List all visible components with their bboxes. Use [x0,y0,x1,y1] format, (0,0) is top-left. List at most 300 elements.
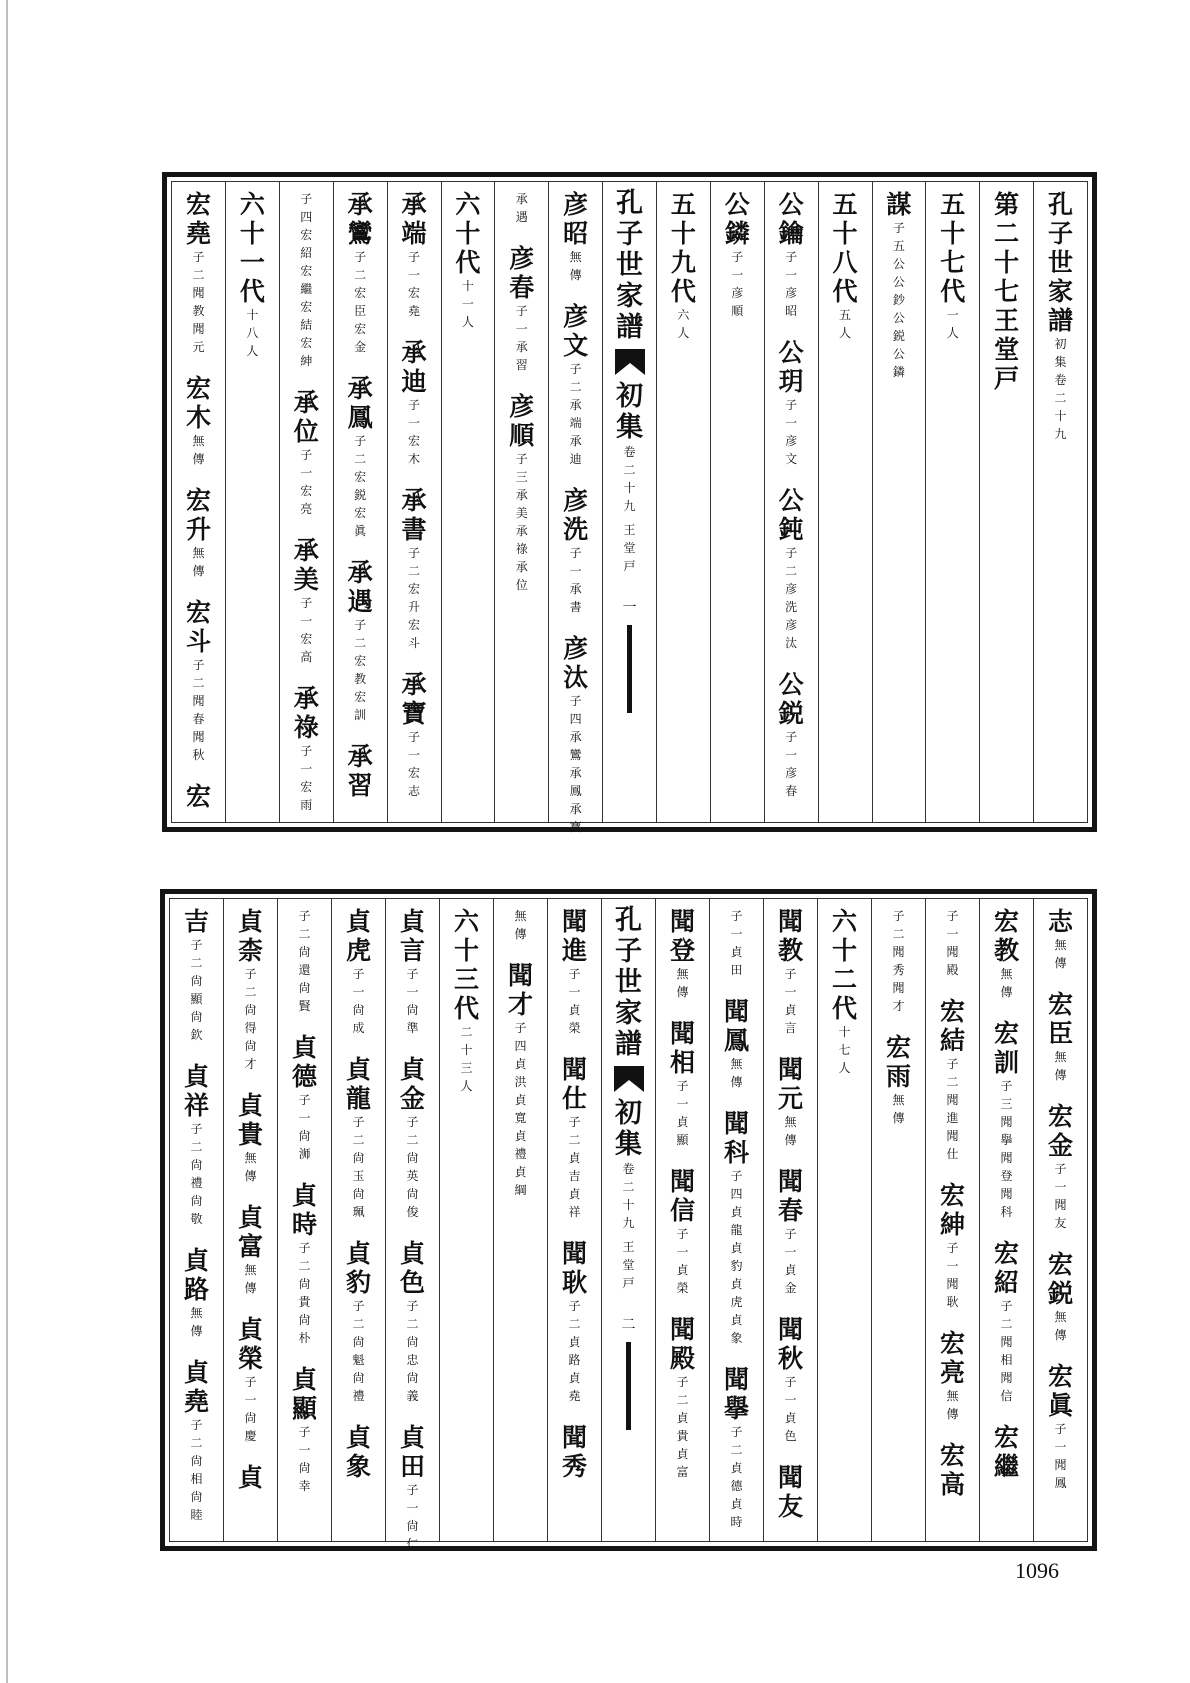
name-char: 宏 [1047,990,1073,1019]
note-char: 才 [244,1057,257,1071]
name-char: 承 [401,190,427,219]
name-char: 紳 [939,1210,965,1239]
name-char: 堯 [186,219,212,248]
name-char: 聞 [777,1463,803,1492]
note-char: 成 [352,1021,365,1035]
name-char: 吉 [183,907,209,936]
name-char: 一 [239,248,265,277]
note-char: 子 [569,546,582,560]
note-char: 二 [568,1133,581,1147]
note-char: 一 [1054,1180,1067,1194]
note-char: 賢 [298,999,311,1013]
name-char: 貞 [399,1239,425,1268]
note-char: 洗 [785,600,798,614]
note-char: 子 [408,398,421,412]
name-char: 十 [940,219,966,248]
name-char: 豹 [345,1268,371,1297]
name-char: 貞 [237,907,263,936]
name-char: 宏 [939,1441,965,1470]
name-char: 聞 [669,1019,695,1048]
center-sub-char: 二 [623,463,636,477]
note-char: 六 [677,308,690,322]
name-char: 宏 [939,1181,965,1210]
note-char: 鋭 [892,329,905,343]
column-text [656,899,709,1481]
note-char: 子 [300,448,313,462]
note-char: 人 [946,326,959,340]
note-char: 傳 [192,564,205,578]
note-char: 科 [1000,1205,1013,1219]
note-char: 子 [568,967,581,981]
note-char: 宏 [408,582,421,596]
note-char: 三 [1000,1097,1013,1111]
name-char: 雨 [885,1062,911,1091]
note-char: 魁 [352,1353,365,1367]
note-char: 幸 [298,1479,311,1493]
note-char: 貞 [514,1093,527,1107]
note-char: 貞 [730,1205,743,1219]
note-char: 耿 [946,1295,959,1309]
name-char: 鸞 [347,219,373,248]
center-sub-char: 卷 [623,445,636,459]
note-char: 一 [300,614,313,628]
note-char: 才 [892,999,905,1013]
note-char: 傳 [946,1407,959,1421]
column-text [980,182,1033,393]
bottom-page-columns [170,899,1087,1551]
genealogy-column [979,182,1033,822]
note-char: 金 [354,340,367,354]
note-char: 聞 [1054,1458,1067,1472]
note-char: 子 [190,938,203,952]
note-char: 承 [515,192,528,206]
note-char: 相 [1000,1353,1013,1367]
note-char: 聞 [1000,1187,1013,1201]
note-char: 尙 [190,1454,203,1468]
note-char: 彦 [731,286,744,300]
note-char: 子 [731,250,744,264]
genealogy-column [493,899,547,1541]
note-char: 承 [515,560,528,574]
note-char: 二 [946,1075,959,1089]
note-char: 仕 [946,1147,959,1161]
top-page-columns [172,182,1087,834]
name-char: 代 [239,277,265,306]
column-text [332,899,385,1481]
note-char: 傳 [192,452,205,466]
note-char: 一 [569,564,582,578]
name-char: 貞 [237,1315,263,1344]
note-char: 教 [354,672,367,686]
note-char: 教 [192,304,205,318]
note-char: 二 [1000,1317,1013,1331]
note-char: 子 [300,192,313,206]
column-text [278,899,331,1495]
note-char: 子 [192,658,205,672]
note-char: 子 [785,730,798,744]
note-char: 堯 [568,1389,581,1403]
note-char: 亮 [300,502,313,516]
center-title-char: 世 [615,967,642,998]
genealogy-column [333,182,387,822]
note-char: 貞 [730,1313,743,1327]
note-char: 一 [784,1245,797,1259]
genealogy-column [441,182,495,822]
name-char: 六 [239,190,265,219]
note-char: 聞 [192,694,205,708]
name-char: 進 [561,936,587,965]
note-char: 綱 [514,1183,527,1197]
name-char: 十 [453,936,479,965]
note-char: 人 [246,344,259,358]
note-char: 結 [300,318,313,332]
note-char: 無 [192,546,205,560]
note-char: 二 [354,636,367,650]
name-char: 承 [347,374,373,403]
note-char: 繼 [300,282,313,296]
column-text [873,182,926,381]
center-sub-char: 十 [623,481,636,495]
name-char: 貞 [345,1239,371,1268]
note-char: 子 [730,909,743,923]
name-char: 譜 [1048,306,1074,335]
name-char: 宏 [186,486,212,515]
note-char: 木 [408,452,421,466]
note-char: 貞 [730,1277,743,1291]
genealogy-column [331,899,385,1541]
genealogy-column [925,182,979,822]
note-char: 無 [1054,1310,1067,1324]
note-char: 昭 [785,304,798,318]
note-char: 彦 [785,582,798,596]
note-char: 一 [408,748,421,762]
center-title-char: 孔 [615,905,642,936]
center-title-char: 孔 [616,188,644,219]
genealogy-column [225,182,279,822]
note-char: 敬 [190,1212,203,1226]
name-char: 聞 [561,1239,587,1268]
note-char: 十 [246,308,259,322]
name-char: 昭 [563,219,589,248]
name-char: 聞 [669,1315,695,1344]
genealogy-column [547,899,601,1541]
note-char: 無 [514,909,527,923]
note-char: 一 [676,1245,689,1259]
note-char: 子 [892,221,905,235]
note-char: 貞 [568,1151,581,1165]
note-char: 無 [244,1151,257,1165]
note-char: 子 [514,1021,527,1035]
note-char: 二 [408,564,421,578]
note-char: 尙 [298,981,311,995]
column-text [657,182,710,342]
note-char: 一 [784,1393,797,1407]
note-char: 升 [408,600,421,614]
genealogy-column [170,899,223,1541]
note-char: 初 [1054,337,1067,351]
note-char: 彦 [785,434,798,448]
name-char: 高 [939,1470,965,1499]
note-char: 聞 [946,1093,959,1107]
note-char: 貞 [784,1003,797,1017]
name-char: 紹 [993,1268,1019,1297]
name-char: 貞 [291,1365,317,1394]
note-char: 公 [892,275,905,289]
note-char: 人 [838,1061,851,1075]
genealogy-column [385,899,439,1551]
note-char: 鋭 [354,488,367,502]
note-char: 九 [1054,427,1067,441]
note-char: 玉 [352,1169,365,1183]
center-sub-char: 九 [623,499,636,513]
note-char: 尙 [406,1187,419,1201]
center-sub-char: 堂 [623,541,636,555]
center-vol-char: 初 [616,381,644,412]
note-char: 宏 [300,264,313,278]
note-char: 無 [730,1057,743,1071]
note-char: 十 [461,279,474,293]
note-char: 吉 [568,1169,581,1183]
note-char: 一 [300,466,313,480]
note-char: 八 [246,326,259,340]
note-char: 英 [406,1169,419,1183]
name-char: 鈍 [778,515,804,544]
name-char: 聞 [561,907,587,936]
note-char: 紹 [300,246,313,260]
note-char: 一 [515,322,528,336]
name-char: 世 [1048,248,1074,277]
name-char: 彦 [563,302,589,331]
note-char: 紳 [300,354,313,368]
note-char: 傳 [892,1111,905,1125]
name-char: 貞 [183,1358,209,1387]
note-char: 子 [784,1227,797,1241]
note-char: 言 [784,1021,797,1035]
column-text [386,899,439,1553]
name-char: 宏 [993,1239,1019,1268]
note-char: 珮 [352,1205,365,1219]
note-char: 五 [839,308,852,322]
name-char: 貞 [237,1203,263,1232]
name-char: 代 [453,994,479,1023]
note-char: 友 [1054,1216,1067,1230]
note-char: 三 [515,470,528,484]
column-text [602,899,655,1430]
center-fold-column [601,899,655,1541]
note-char: 春 [785,784,798,798]
note-char: 一 [785,268,798,282]
column-text [710,899,763,1531]
note-char: 象 [730,1331,743,1345]
note-char: 彦 [785,766,798,780]
note-char: 書 [569,600,582,614]
name-char: 六 [453,907,479,936]
genealogy-column [172,182,225,822]
left-margin-rule [6,0,8,1683]
center-vol-char: 集 [615,1129,642,1160]
name-char: 貞 [399,907,425,936]
note-char: 子 [298,1093,311,1107]
name-char: 教 [993,936,1019,965]
name-char: 位 [293,417,319,446]
name-char: 第 [994,190,1020,219]
name-char: 才 [507,990,533,1019]
genealogy-column [277,899,331,1541]
name-char: 貞 [291,1033,317,1062]
note-char: 遇 [515,210,528,224]
name-char: 耿 [561,1268,587,1297]
name-char: 聞 [561,1055,587,1084]
note-char: 人 [461,315,474,329]
column-text [872,899,925,1127]
name-char: 殿 [669,1344,695,1373]
note-char: 承 [569,730,582,744]
note-char: 信 [1000,1389,1013,1403]
center-sub-char: 九 [622,1216,635,1230]
note-char: 宏 [300,300,313,314]
note-char: 尙 [298,1277,311,1291]
column-text [226,182,279,360]
name-char: 信 [669,1196,695,1225]
fishtail-mark-icon [612,1064,646,1094]
name-char: 美 [293,565,319,594]
note-char: 尙 [352,1187,365,1201]
center-sub-char: 堂 [622,1258,635,1272]
name-char: 富 [237,1232,263,1261]
genealogy-column [710,182,764,822]
name-char: 宏 [186,598,212,627]
top-genealogy-page [162,172,1097,832]
note-char: 相 [190,1472,203,1486]
note-char: 一 [946,1259,959,1273]
note-char: 十 [838,1025,851,1039]
name-char: 彦 [563,486,589,515]
name-char: 家 [1048,277,1074,306]
note-char: 尙 [406,1371,419,1385]
name-char: 德 [291,1062,317,1091]
note-char: 子 [676,1227,689,1241]
note-char: 子 [300,744,313,758]
name-char: 聞 [777,1055,803,1084]
note-char: 子 [946,1057,959,1071]
note-char: 祥 [568,1205,581,1219]
name-char: 宏 [1047,1250,1073,1279]
bottom-page-inner-frame [169,898,1088,1551]
name-char: 宏 [939,1329,965,1358]
note-char: 聞 [892,981,905,995]
note-char: 子 [569,694,582,708]
name-char: 春 [777,1196,803,1225]
name-char: 承 [401,338,427,367]
note-char: 聞 [192,322,205,336]
name-char: 書 [401,515,427,544]
note-char: 一 [244,1393,257,1407]
note-char: 承 [515,524,528,538]
name-char: 二 [831,965,857,994]
column-text [280,182,333,814]
note-char: 欽 [190,1028,203,1042]
note-char: 傳 [244,1169,257,1183]
note-char: 子 [785,546,798,560]
genealogy-column [871,899,925,1541]
column-text [764,899,817,1521]
name-char: 相 [669,1048,695,1077]
note-char: 傳 [569,268,582,282]
note-char: 貞 [676,1447,689,1461]
note-char: 尙 [190,1158,203,1172]
name-char: 承 [347,742,373,771]
name-char: 五 [940,190,966,219]
note-char: 豹 [730,1259,743,1273]
note-char: 無 [784,1115,797,1129]
note-char: 俊 [406,1205,419,1219]
note-char: 二 [298,927,311,941]
note-char: 四 [730,1187,743,1201]
name-char: 秀 [561,1452,587,1481]
note-char: 子 [352,1115,365,1129]
name-char: 鋭 [778,699,804,728]
column-text [711,182,764,320]
column-text [440,899,493,1095]
note-char: 還 [298,963,311,977]
note-char: 尙 [244,1039,257,1053]
name-char: 順 [509,421,535,450]
name-char: 祿 [293,713,319,742]
note-char: 堯 [408,304,421,318]
note-char: 貞 [568,1187,581,1201]
name-char: 宏 [993,1423,1019,1452]
note-char: 汰 [785,636,798,650]
note-char: 無 [1054,1050,1067,1064]
name-char: 貞 [237,1091,263,1120]
note-char: 承 [515,488,528,502]
note-char: 尙 [406,1335,419,1349]
name-char: 宏 [993,1019,1019,1048]
note-char: 子 [352,967,365,981]
column-text [926,899,979,1499]
name-char: 孔 [1048,190,1074,219]
note-char: 貞 [568,1335,581,1349]
note-char: 二 [730,1443,743,1457]
note-char: 十 [460,1043,473,1057]
name-char: 聞 [723,1365,749,1394]
name-char: 聞 [669,1167,695,1196]
fishtail-mark-icon [613,347,647,377]
column-text [494,899,547,1199]
note-char: 二 [568,1317,581,1331]
note-char: 進 [946,1111,959,1125]
note-char: 一 [946,927,959,941]
note-char: 貞 [514,1165,527,1179]
name-char: 春 [509,273,535,302]
note-char: 忠 [406,1353,419,1367]
name-char: 公 [778,338,804,367]
name-char: 謀 [886,190,912,219]
note-char: 富 [676,1465,689,1479]
note-char: 尙 [352,1335,365,1349]
note-char: 無 [1000,967,1013,981]
name-char: 教 [777,936,803,965]
name-char: 十 [832,219,858,248]
note-char: 子 [1054,1162,1067,1176]
note-char: 子 [1000,1079,1013,1093]
note-char: 義 [406,1389,419,1403]
name-char: 鳳 [723,1026,749,1055]
name-char: 木 [186,403,212,432]
name-char: 貞 [399,1423,425,1452]
name-char: 貴 [237,1120,263,1149]
note-char: 子 [569,362,582,376]
